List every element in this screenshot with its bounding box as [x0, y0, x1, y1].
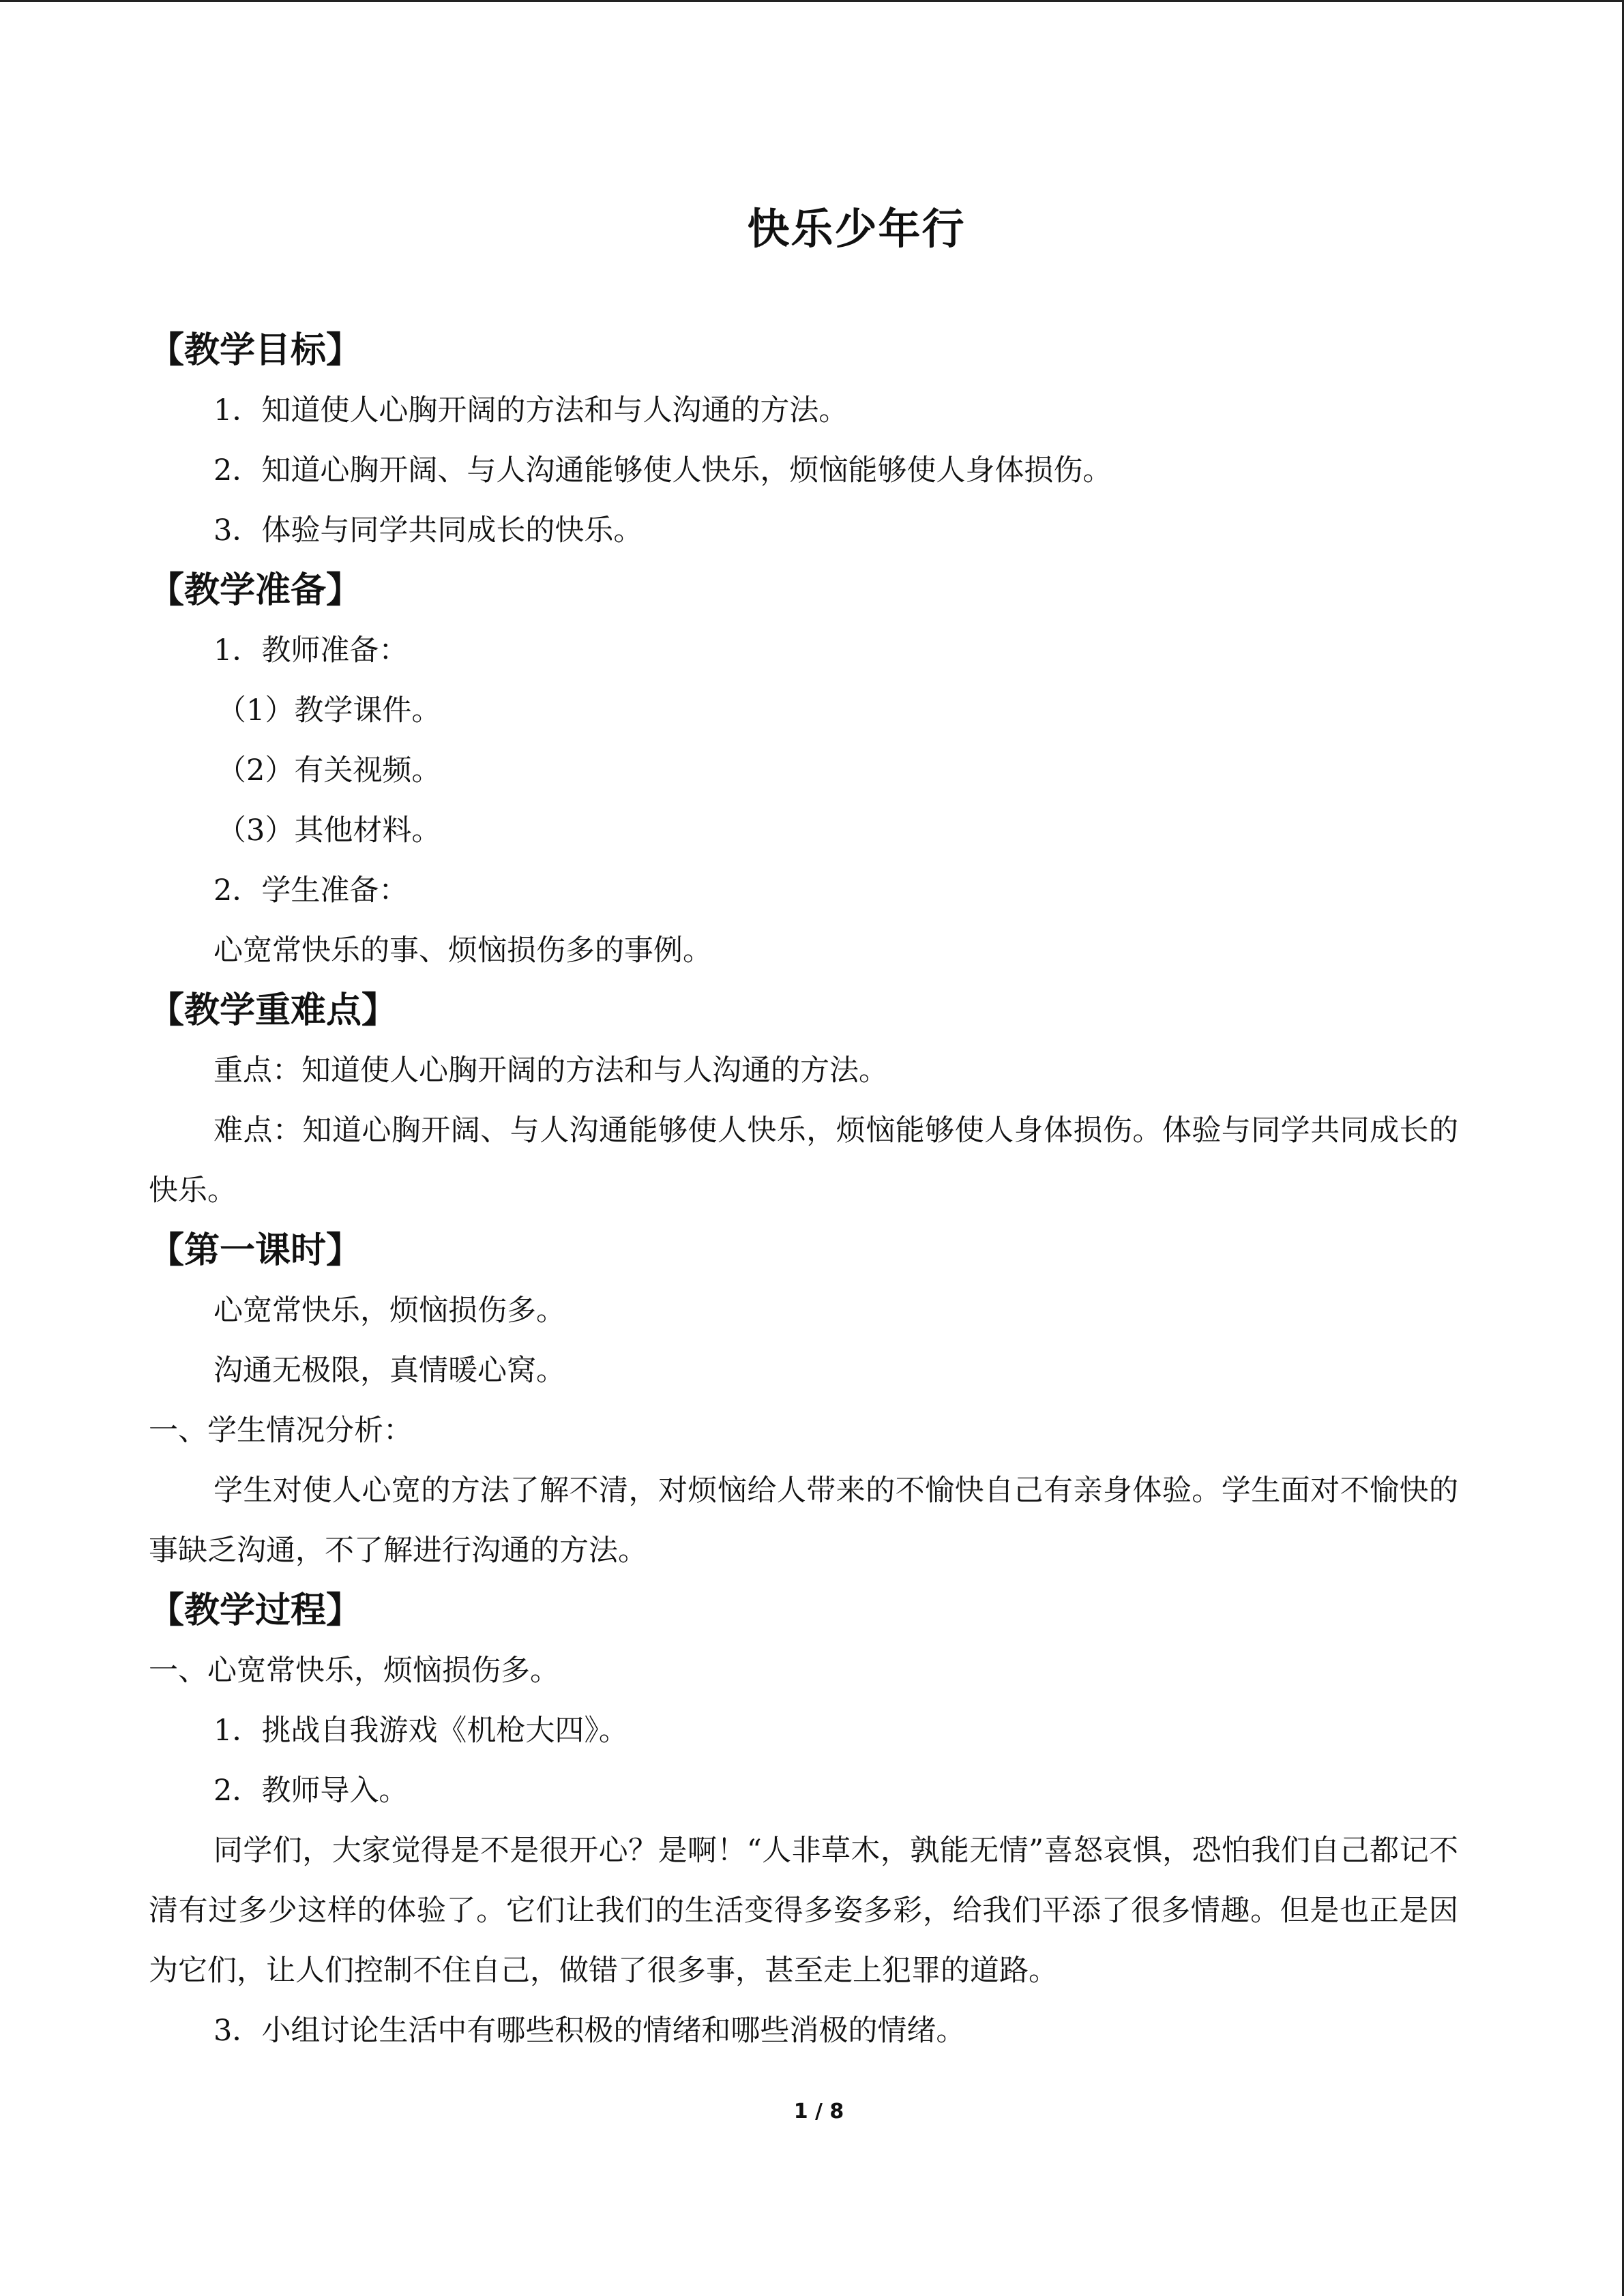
process-step-2: 2．教师导入。 [213, 1774, 409, 1808]
teacher-prep-item-3: （3）其他材料。 [217, 814, 441, 848]
first-lesson-line-2: 沟通无极限，真情暖心窝。 [213, 1354, 565, 1388]
objective-item-3: 3．体验与同学共同成长的快乐。 [213, 513, 643, 548]
heading-preparation: 【教学准备】 [149, 570, 362, 611]
heading-objectives: 【教学目标】 [149, 330, 362, 371]
teacher-prep-item-1: （1）教学课件。 [217, 694, 441, 728]
objective-item-1: 1．知道使人心胸开阔的方法和与人沟通的方法。 [213, 393, 848, 428]
page-number: 1 / 8 [793, 2100, 844, 2123]
document-body [149, 320, 1458, 2061]
objective-item-2: 2．知道心胸开阔、与人沟通能够使人快乐，烦恼能够使人身体损伤。 [213, 453, 1112, 488]
analysis-text: 学生对使人心宽的方法了解不清，对烦恼给人带来的不愉快自己有亲身体验。学生面对不愉快的事缺乏沟通，不了解进行沟通的方法。 [149, 1474, 1458, 1568]
heading-process: 【教学过程】 [149, 1590, 362, 1631]
first-lesson-line-1: 心宽常快乐，烦恼损伤多。 [213, 1294, 565, 1328]
heading-first-lesson: 【第一课时】 [149, 1230, 362, 1271]
process-intro-text: 同学们，大家觉得是不是很开心？是啊！“人非草木，孰能无情”喜怒哀惧，恐怕我们自己都记不清有过多少这样的体验了。它们让我们的生活变得多姿多彩，给我们平添了很多情趣。但是也正是因为它们，让人们控制不住自己，做错了很多事，甚至走上犯罪的道路。 [149, 1834, 1458, 1988]
page-top-border [0, 0, 1624, 2]
teacher-preparation: 1．教师准备： [213, 633, 409, 668]
teacher-prep-item-2: （2）有关视频。 [217, 754, 441, 788]
process-part-title: 一、心宽常快乐，烦恼损伤多。 [149, 1654, 559, 1688]
heading-key-points: 【教学重难点】 [149, 990, 398, 1031]
student-preparation: 2．学生准备： [213, 874, 409, 908]
analysis-title: 一、学生情况分析： [149, 1414, 413, 1448]
student-prep-item: 心宽常快乐的事、烦恼损伤多的事例。 [213, 934, 712, 968]
process-step-3: 3．小组讨论生活中有哪些积极的情绪和哪些消极的情绪。 [213, 2014, 966, 2048]
process-step-1: 1．挑战自我游戏《机枪大四》。 [213, 1714, 628, 1748]
difficult-point: 难点：知道心胸开阔、与人沟通能够使人快乐，烦恼能够使人身体损伤。体验与同学共同成长的快乐。 [149, 1114, 1458, 1208]
document-title: 快乐少年行 [747, 204, 966, 254]
key-point: 重点：知道使人心胸开阔的方法和与人沟通的方法。 [213, 1054, 888, 1088]
